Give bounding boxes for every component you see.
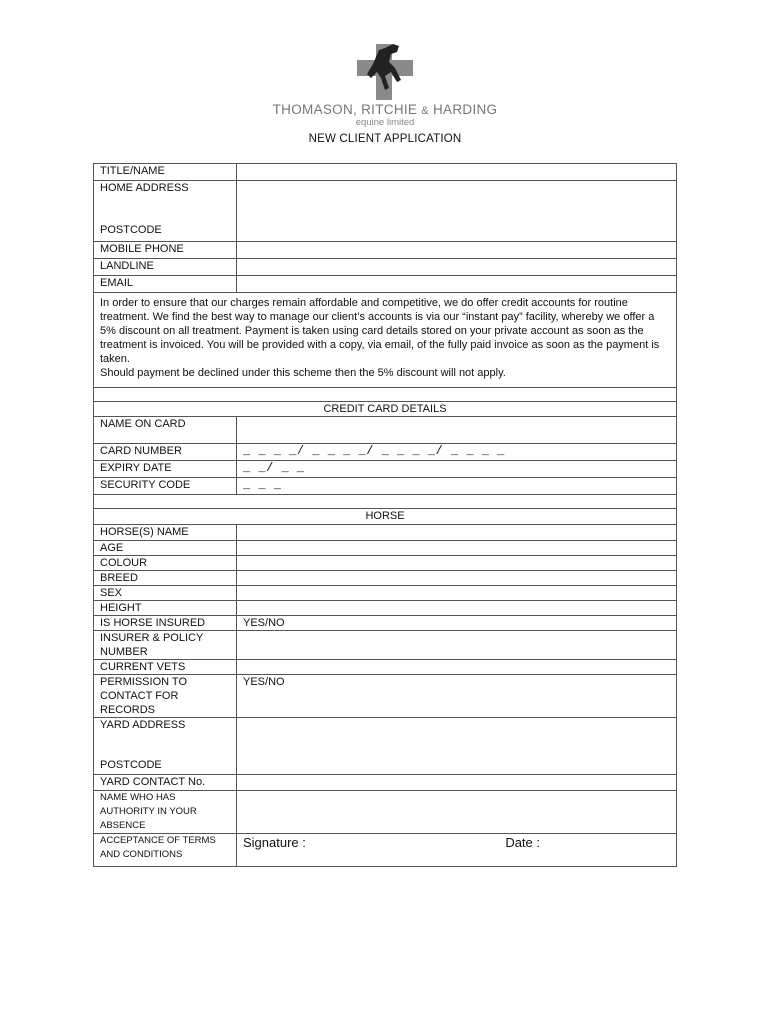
authority-label: NAME WHO HAS AUTHORITY IN YOUR ABSENCE	[94, 791, 237, 834]
age-label: AGE	[94, 541, 237, 556]
permission-label: PERMISSION TO CONTACT FOR RECORDS	[94, 675, 237, 718]
insurer-field[interactable]	[237, 631, 677, 660]
security-code-field[interactable]: _ _ _	[237, 478, 677, 495]
company-name: THOMASON, RITCHIE & HARDING	[272, 102, 498, 117]
document-title: NEW CLIENT APPLICATION	[308, 133, 462, 145]
yard-address-text: YARD ADDRESS	[100, 719, 186, 731]
email-label: EMAIL	[94, 276, 237, 293]
yard-contact-field[interactable]	[237, 775, 677, 791]
breed-label: BREED	[94, 571, 237, 586]
acceptance-label: ACCEPTANCE OF TERMS AND CONDITIONS	[94, 834, 237, 867]
company-tagline: equine limited	[355, 117, 415, 128]
security-code-label: SECURITY CODE	[94, 478, 237, 495]
date-label: Date :	[505, 835, 540, 850]
horse-section-title: HORSE	[94, 509, 677, 525]
height-label: HEIGHT	[94, 601, 237, 616]
spacer-row	[94, 388, 677, 402]
yard-address-field[interactable]	[237, 718, 677, 775]
current-vets-label: CURRENT VETS	[94, 660, 237, 675]
horse-name-field[interactable]	[237, 525, 677, 541]
landline-field[interactable]	[237, 259, 677, 276]
home-address-field[interactable]	[237, 181, 677, 242]
title-name-field[interactable]	[237, 164, 677, 181]
instant-pay-text: In order to ensure that our charges remain affordable and competitive, we do offer credit accounts for routine treatment. We find the best way to manage our client’s accounts is via our “instant pay” facility, whereby we offer a 5% discount on all treatment. Payment is taken using card details stored on your private account as soon as the treatment is invoiced. You will be provided with a copy, via email, of the fully paid invoice as soon as the payment is taken.	[100, 297, 660, 365]
name-on-card-field[interactable]	[237, 417, 677, 444]
height-field[interactable]	[237, 601, 677, 616]
sex-field[interactable]	[237, 586, 677, 601]
application-form	[93, 163, 677, 867]
yard-address-label	[94, 718, 237, 775]
landline-label: LANDLINE	[94, 259, 237, 276]
expiry-date-field[interactable]: _ _/ _ _	[237, 461, 677, 478]
current-vets-field[interactable]	[237, 660, 677, 675]
postcode-label: POSTCODE	[100, 224, 162, 236]
permission-field[interactable]: YES/NO	[237, 675, 677, 718]
age-field[interactable]	[237, 541, 677, 556]
title-name-label: TITLE/NAME	[94, 164, 237, 181]
signature-label: Signature :	[243, 835, 306, 850]
name-on-card-label: NAME ON CARD	[94, 417, 237, 444]
insured-label: IS HORSE INSURED	[94, 616, 237, 631]
home-address-text: HOME ADDRESS	[100, 182, 189, 194]
mobile-phone-field[interactable]	[237, 242, 677, 259]
credit-card-section-title: CREDIT CARD DETAILS	[94, 402, 677, 417]
colour-field[interactable]	[237, 556, 677, 571]
acceptance-field[interactable]	[237, 834, 677, 867]
authority-field[interactable]	[237, 791, 677, 834]
colour-label: COLOUR	[94, 556, 237, 571]
card-number-label: CARD NUMBER	[94, 444, 237, 461]
email-field[interactable]	[237, 276, 677, 293]
home-address-label	[94, 181, 237, 242]
company-logo	[270, 42, 500, 132]
spacer-row	[94, 495, 677, 509]
card-number-field[interactable]: _ _ _ _/ _ _ _ _/ _ _ _ _/ _ _ _ _	[237, 444, 677, 461]
mobile-phone-label: MOBILE PHONE	[94, 242, 237, 259]
horse-name-label: HORSE(S) NAME	[94, 525, 237, 541]
horse-cross-logo-icon	[355, 42, 415, 100]
yard-postcode-label: POSTCODE	[100, 759, 162, 771]
instant-pay-paragraph	[94, 293, 677, 388]
yard-contact-label: YARD CONTACT No.	[94, 775, 237, 791]
sex-label: SEX	[94, 586, 237, 601]
insured-field[interactable]: YES/NO	[237, 616, 677, 631]
expiry-date-label: EXPIRY DATE	[94, 461, 237, 478]
insurer-label: INSURER & POLICY NUMBER	[94, 631, 237, 660]
breed-field[interactable]	[237, 571, 677, 586]
declined-note: Should payment be declined under this scheme then the 5% discount will not apply.	[100, 367, 506, 379]
